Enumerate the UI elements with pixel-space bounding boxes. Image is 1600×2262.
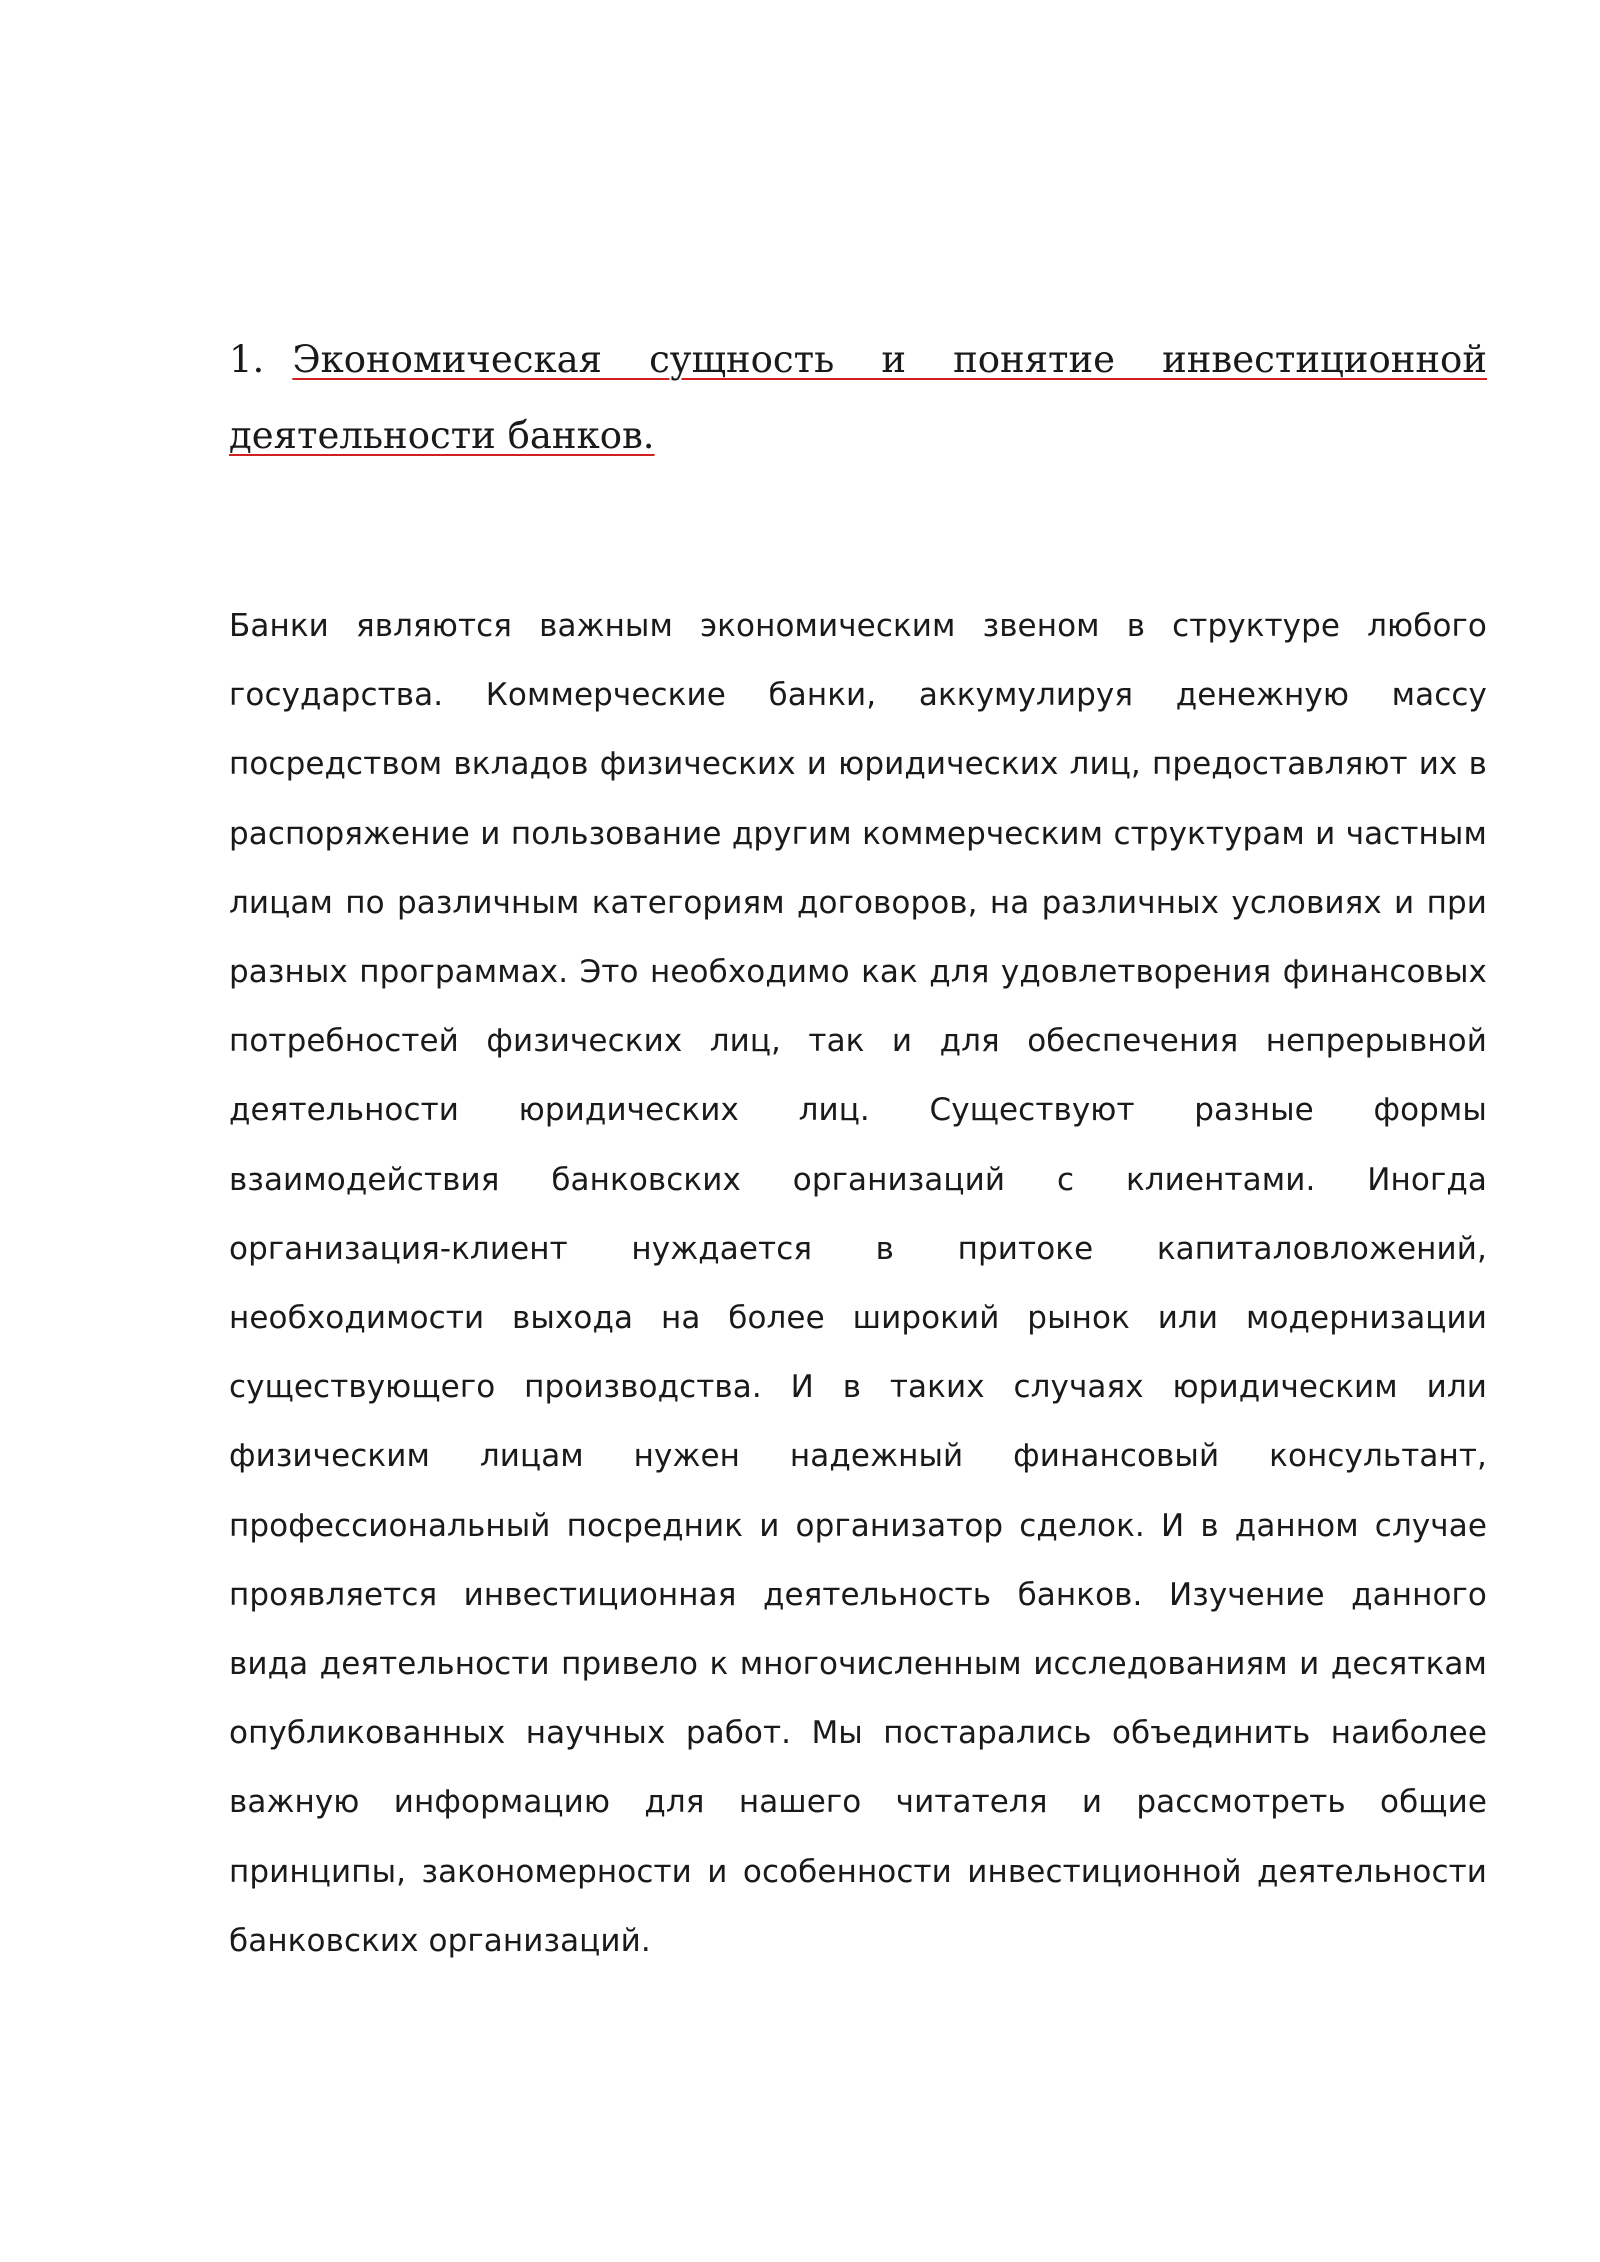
section-number: 1.	[229, 338, 265, 381]
section-title: Экономическая сущность и понятие инвестиционной деятельности банков.	[229, 338, 1487, 457]
body-paragraph: Банки являются важным экономическим звеном в структуре любого государства. Коммерческие банки, аккумулируя денежную массу посредством вкладов физических и юридических лиц, предоставляют их в распоряжение и пользование другим коммерческим структурам и частным лицам по различным категориям договоров, на различных условиях и при разных программах. Это необходимо как для удовлетворения финансовых потребностей физических лиц, так и для обеспечения непрерывной деятельности юридических лиц. Существуют разные формы взаимодействия банковских организаций с клиентами. Иногда организация-клиент нуждается в притоке капиталовложений, необходимости выхода на более широкий рынок или модернизации существующего производства. И в таких случаях юридическим или физическим лицам нужен надежный финансовый консультант, профессиональный посредник и организатор сделок. И в данном случае проявляется инвестиционная деятельность банков. Изучение данного вида деятельности привело к многочисленным исследованиям и десяткам опубликованных научных работ. Мы постарались объединить наиболее важную информацию для нашего читателя и рассмотреть общие принципы, закономерности и особенности инвестиционной деятельности банковских организаций.	[229, 608, 1487, 1959]
section-heading	[229, 322, 1487, 474]
